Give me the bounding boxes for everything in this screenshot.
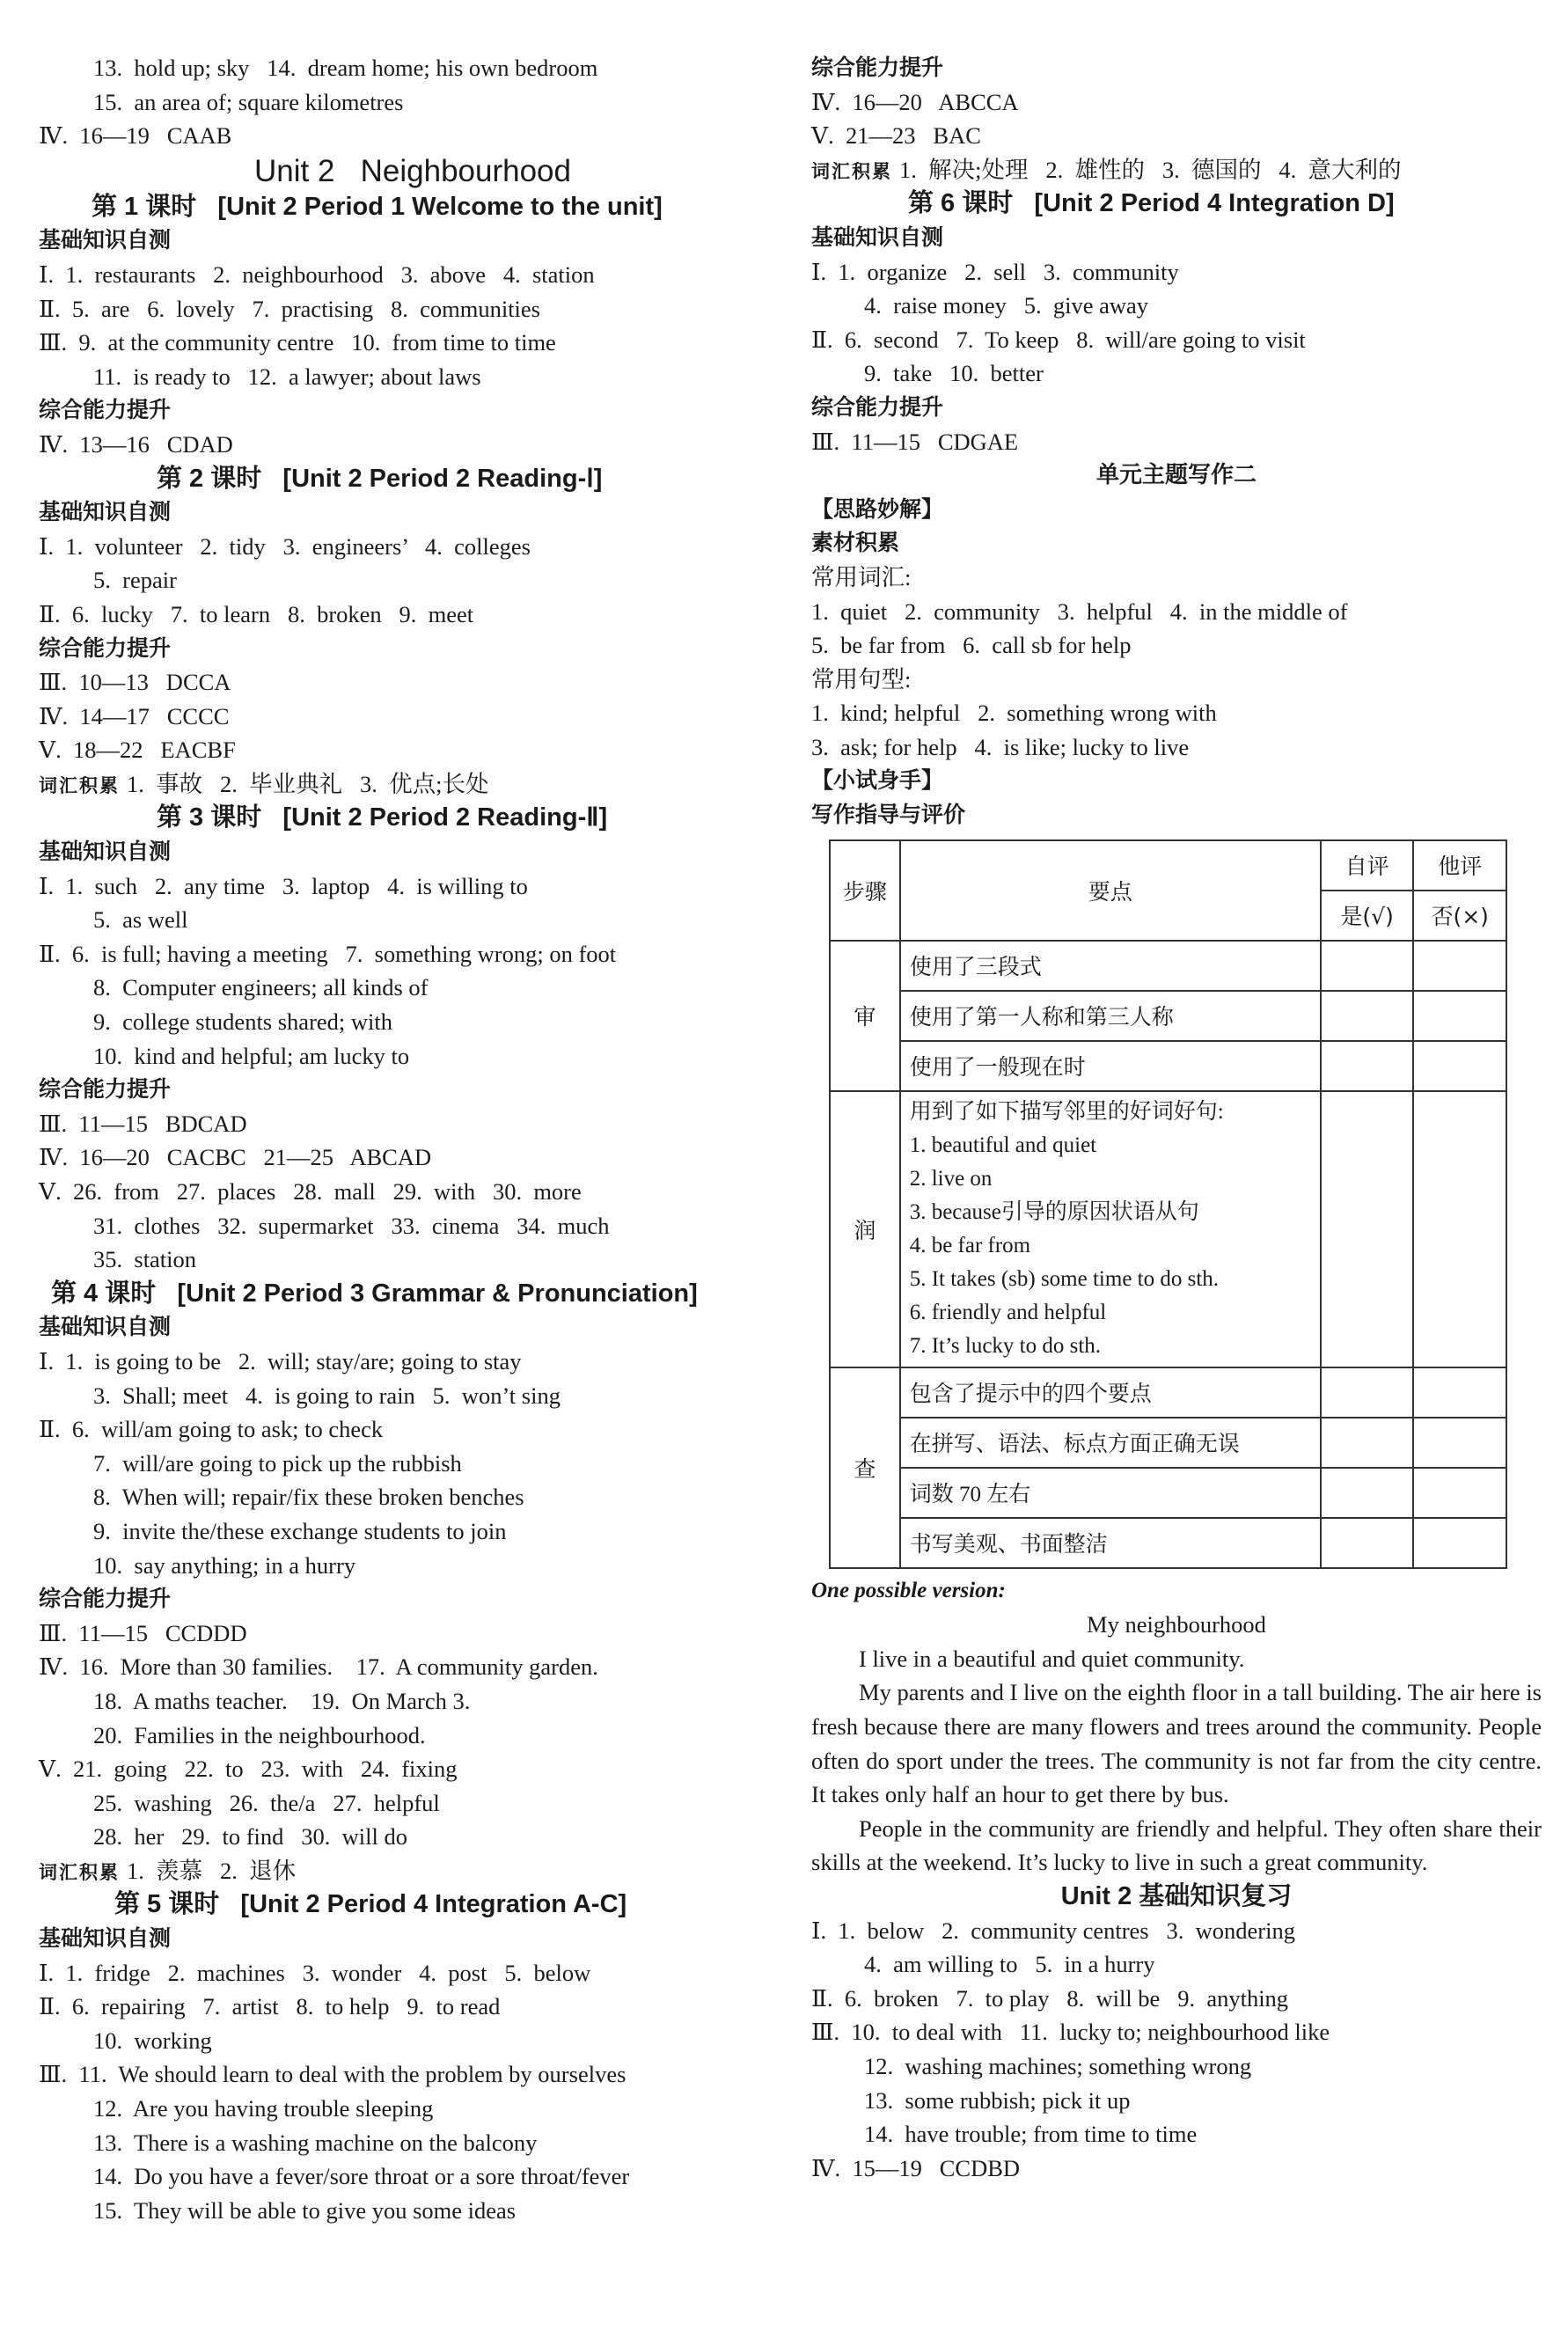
answer-line: Ⅳ. 13—16 CDAD — [39, 430, 233, 458]
table-header-row — [830, 840, 1506, 891]
list-item: 1. beautiful and quiet — [909, 1133, 1097, 1157]
list-item: 6. friendly and helpful — [909, 1300, 1107, 1324]
unit-title: Unit 2 Neighbourhood — [254, 153, 571, 188]
answer-line: 11. is ready to 12. a lawyer; about laws — [93, 363, 481, 390]
material-label: 素材积累 — [811, 530, 900, 556]
vocab-line — [39, 767, 787, 802]
check-cell — [1321, 1091, 1414, 1367]
table-cell: 使用了一般现在时 — [900, 1041, 1321, 1091]
answer-line: Ⅰ. 1. fridge 2. machines 3. wonder 4. post 5. below — [39, 1959, 591, 1986]
answer-line: 35. station — [93, 1246, 197, 1273]
answer-line: Ⅲ. 10—13 DCCA — [39, 669, 231, 696]
table-cell: 词数 70 左右 — [900, 1468, 1321, 1518]
answer-line: 12. Are you having trouble sleeping — [93, 2095, 434, 2122]
step-label: 润 — [830, 1091, 900, 1367]
answer-line: Ⅱ. 6. broken 7. to play 8. will be 9. anything — [811, 1984, 1289, 2012]
answer-line: 13. There is a washing machine on the balcony — [93, 2129, 538, 2156]
answer-line: 1. quiet 2. community 3. helpful 4. in the middle of — [811, 597, 1348, 625]
answer-line: 10. kind and helpful; am lucky to — [93, 1042, 410, 1069]
answer-line: 7. will/are going to pick up the rubbish — [93, 1449, 462, 1477]
answer-line: Ⅳ. 16—19 CAAB — [39, 122, 232, 150]
check-cell — [1413, 1091, 1506, 1367]
check-cell — [1413, 1041, 1506, 1091]
answer-line: 4. am willing to 5. in a hurry — [864, 1951, 1155, 1978]
answer-line: 8. Computer engineers; all kinds of — [93, 974, 429, 1001]
evaluation-table — [829, 839, 1507, 1569]
section-heading: 基础知识自测 — [39, 1925, 172, 1952]
review-title: Unit 2 基础知识复习 — [1060, 1882, 1293, 1910]
vocab-tag: 词汇积累 — [39, 1861, 120, 1883]
right-column — [811, 51, 1542, 2185]
answer-line: Ⅳ. 15—19 CCDBD — [811, 2154, 1021, 2181]
answer-line: 9. take 10. better — [864, 360, 1044, 387]
check-cell — [1321, 991, 1414, 1041]
answer-line: 20. Families in the neighbourhood. — [93, 1721, 426, 1748]
answer-line: Ⅰ. 1. is going to be 2. will; stay/are; going to stay — [39, 1347, 522, 1374]
possible-version-label: One possible version: — [811, 1578, 1006, 1602]
answer-line: Ⅲ. 11—15 CCDDD — [39, 1619, 247, 1646]
table-row — [830, 991, 1506, 1041]
words-label: 常用词汇: — [811, 563, 912, 590]
list-item: 4. be far from — [909, 1233, 1031, 1257]
answer-line: Ⅱ. 6. second 7. To keep 8. will/are going to visit — [811, 326, 1306, 353]
check-cell — [1321, 1367, 1414, 1418]
lesson-1-title: 第 1 课时 [Unit 2 Period 1 Welcome to the unit] — [92, 192, 663, 221]
answer-line: Ⅳ. 16—20 ABCCA — [811, 88, 1019, 115]
answer-line: 4. raise money 5. give away — [864, 292, 1149, 319]
answer-line: Ⅴ. 26. from 27. places 28. mall 29. with 30. more — [39, 1178, 582, 1205]
essay-paragraph: My parents and I live on the eighth floor in a tall building. The air here is fresh because there are many flowers and trees around the community. People often do sport under the trees. The community is not far from the city centre. It takes only half an hour to get there by bus. — [811, 1679, 1542, 1808]
header-no: 否(×) — [1413, 891, 1506, 941]
table-row — [830, 1367, 1506, 1418]
check-cell — [1321, 1468, 1414, 1518]
answer-line: 5. as well — [93, 906, 188, 934]
section-heading: 综合能力提升 — [811, 55, 944, 80]
left-column — [39, 51, 787, 2227]
answer-line: 14. Do you have a fever/sore throat or a sore throat/fever — [93, 2163, 630, 2190]
essay-title: My neighbourhood — [1087, 1611, 1266, 1638]
answer-line: Ⅱ. 6. will/am going to ask; to check — [39, 1416, 384, 1443]
list-item: 5. It takes (sb) some time to do sth. — [909, 1266, 1220, 1291]
section-heading: 基础知识自测 — [811, 224, 944, 250]
essay-paragraph: People in the community are friendly and helpful. They often share their skills at the weekend. It’s lucky to live in such a great community. — [811, 1814, 1542, 1876]
header-other: 他评 — [1413, 840, 1506, 891]
answer-line: Ⅱ. 5. are 6. lovely 7. practising 8. communities — [39, 295, 540, 322]
answer-line: Ⅲ. 10. to deal with 11. lucky to; neighbourhood like — [811, 2019, 1330, 2046]
header-self: 自评 — [1321, 840, 1414, 891]
table-row — [830, 1468, 1506, 1518]
answer-line: Ⅰ. 1. restaurants 2. neighbourhood 3. above 4. station — [39, 260, 595, 288]
list-item: 7. It’s lucky to do sth. — [909, 1333, 1102, 1358]
answer-line: 13. hold up; sky 14. dream home; his own bedroom — [93, 55, 598, 81]
step-label: 查 — [830, 1367, 900, 1568]
lesson-5-title: 第 5 课时 [Unit 2 Period 4 Integration A-C] — [114, 1890, 627, 1919]
essay-paragraph: I live in a beautiful and quiet community. — [859, 1645, 1245, 1672]
answer-line: Ⅲ. 11—15 CDGAE — [811, 428, 1019, 455]
answer-line: 5. repair — [93, 567, 177, 594]
answer-line: Ⅰ. 1. below 2. community centres 3. wondering — [811, 1917, 1295, 1944]
answer-line: 14. have trouble; from time to time — [864, 2121, 1198, 2148]
table-row — [830, 1518, 1506, 1568]
try-label: 【小试身手】 — [811, 767, 944, 794]
table-cell: 使用了第一人称和第三人称 — [900, 991, 1321, 1041]
answer-line: 9. college students shared; with — [93, 1008, 393, 1036]
answer-line: Ⅲ. 11—15 BDCAD — [39, 1110, 247, 1137]
check-cell — [1321, 1418, 1414, 1468]
table-row — [830, 1041, 1506, 1091]
answer-line: Ⅰ. 1. organize 2. sell 3. community — [811, 258, 1179, 285]
answer-line: 31. clothes 32. supermarket 33. cinema 34. much — [93, 1212, 610, 1239]
answer-line: Ⅴ. 21—23 BAC — [811, 122, 981, 150]
lesson-6-title: 第 6 课时 [Unit 2 Period 4 Integration D] — [908, 189, 1395, 218]
check-cell — [1413, 941, 1506, 991]
check-cell — [1413, 1367, 1506, 1418]
lesson-4-title: 第 4 课时 [Unit 2 Period 3 Grammar & Pronunciation] — [51, 1279, 698, 1308]
check-cell — [1321, 1041, 1414, 1091]
table-row — [830, 1418, 1506, 1468]
vocab-line — [39, 1854, 787, 1888]
section-heading: 综合能力提升 — [39, 1076, 172, 1103]
table-cell: 在拼写、语法、标点方面正确无误 — [900, 1418, 1321, 1468]
answer-line: Ⅱ. 6. lucky 7. to learn 8. broken 9. meet — [39, 600, 474, 627]
answer-line: 5. be far from 6. call sb for help — [811, 632, 1132, 659]
list-intro: 用到了如下描写邻里的好词好句: — [909, 1099, 1224, 1124]
header-point: 要点 — [900, 840, 1321, 941]
answer-line: 10. working — [93, 2027, 212, 2054]
vocab-text: 1. 羡慕 2. 退休 — [127, 1857, 297, 1884]
table-cell — [900, 1091, 1321, 1367]
list-item: 2. live on — [909, 1166, 993, 1191]
guide-label: 写作指导与评价 — [811, 802, 966, 828]
section-heading: 综合能力提升 — [39, 1586, 172, 1612]
answer-line: Ⅲ. 11. We should learn to deal with the problem by ourselves — [39, 2061, 626, 2088]
header-yes: 是(√) — [1321, 891, 1414, 941]
answer-line: 25. washing 26. the/a 27. helpful — [93, 1789, 440, 1816]
answer-line: Ⅳ. 14—17 CCCC — [39, 702, 230, 729]
check-cell — [1413, 1518, 1506, 1568]
answer-line: Ⅰ. 1. volunteer 2. tidy 3. engineers’ 4. colleges — [39, 532, 531, 560]
header-step: 步骤 — [830, 840, 900, 941]
answer-line: 8. When will; repair/fix these broken benches — [93, 1484, 524, 1511]
section-heading: 综合能力提升 — [39, 634, 172, 661]
answer-line: Ⅰ. 1. such 2. any time 3. laptop 4. is willing to — [39, 872, 528, 899]
answer-line: 18. A maths teacher. 19. On March 3. — [93, 1687, 471, 1714]
vocab-tag: 词汇积累 — [39, 774, 120, 796]
check-cell — [1413, 991, 1506, 1041]
table-cell: 包含了提示中的四个要点 — [900, 1367, 1321, 1418]
answer-line: Ⅴ. 18—22 EACBF — [39, 737, 236, 764]
answer-line: 15. They will be able to give you some ideas — [93, 2196, 517, 2224]
answer-line: 9. invite the/these exchange students to join — [93, 1517, 507, 1544]
answer-line: Ⅲ. 9. at the community centre 10. from time to time — [39, 329, 556, 356]
table-cell: 使用了三段式 — [900, 941, 1321, 991]
answer-line: Ⅱ. 6. is full; having a meeting 7. something wrong; on foot — [39, 940, 617, 967]
check-cell — [1413, 1418, 1506, 1468]
section-heading: 综合能力提升 — [39, 397, 172, 423]
section-heading: 基础知识自测 — [39, 227, 172, 253]
lesson-2-title: 第 2 课时 [Unit 2 Period 2 Reading-Ⅰ] — [157, 464, 603, 493]
section-heading: 基础知识自测 — [39, 839, 172, 865]
answer-line: 3. ask; for help 4. is like; lucky to live — [811, 733, 1190, 760]
answer-line: 10. say anything; in a hurry — [93, 1551, 356, 1579]
table-row — [830, 1091, 1506, 1367]
lesson-3-title: 第 3 课时 [Unit 2 Period 2 Reading-Ⅱ] — [157, 803, 608, 832]
step-label: 审 — [830, 941, 900, 1091]
sentences-label: 常用句型: — [811, 665, 912, 693]
vocab-line — [811, 153, 1542, 187]
table-cell: 书写美观、书面整洁 — [900, 1518, 1321, 1568]
answer-line: 28. her 29. to find 30. will do — [93, 1823, 407, 1851]
answer-line: 3. Shall; meet 4. is going to rain 5. won’t sing — [93, 1382, 561, 1409]
check-cell — [1321, 1518, 1414, 1568]
vocab-tag: 词汇积累 — [811, 160, 892, 182]
writing-title: 单元主题写作二 — [1095, 462, 1257, 489]
table-row — [830, 941, 1506, 991]
answer-line: Ⅴ. 21. going 22. to 23. with 24. fixing — [39, 1756, 458, 1783]
section-heading: 基础知识自测 — [39, 1314, 172, 1340]
idea-label: 【思路妙解】 — [811, 495, 944, 522]
list-item: 3. because引导的原因状语从句 — [909, 1199, 1199, 1224]
answer-line: Ⅳ. 16. More than 30 families. 17. A community garden. — [39, 1653, 598, 1681]
vocab-text: 1. 事故 2. 毕业典礼 3. 优点;长处 — [127, 770, 489, 797]
answer-line: 13. some rubbish; pick it up — [864, 2086, 1131, 2114]
answer-line: Ⅱ. 6. repairing 7. artist 8. to help 9. to read — [39, 1993, 501, 2020]
answer-line: Ⅳ. 16—20 CACBC 21—25 ABCAD — [39, 1144, 432, 1171]
answer-line: 1. kind; helpful 2. something wrong with — [811, 700, 1217, 727]
check-cell — [1321, 941, 1414, 991]
section-heading: 基础知识自测 — [39, 499, 172, 525]
check-cell — [1413, 1468, 1506, 1518]
answer-line: 15. an area of; square kilometres — [93, 88, 404, 115]
vocab-text: 1. 解决;处理 2. 雄性的 3. 德国的 4. 意大利的 — [899, 156, 1402, 183]
answer-line: 12. washing machines; something wrong — [864, 2052, 1252, 2079]
section-heading: 综合能力提升 — [811, 393, 944, 420]
